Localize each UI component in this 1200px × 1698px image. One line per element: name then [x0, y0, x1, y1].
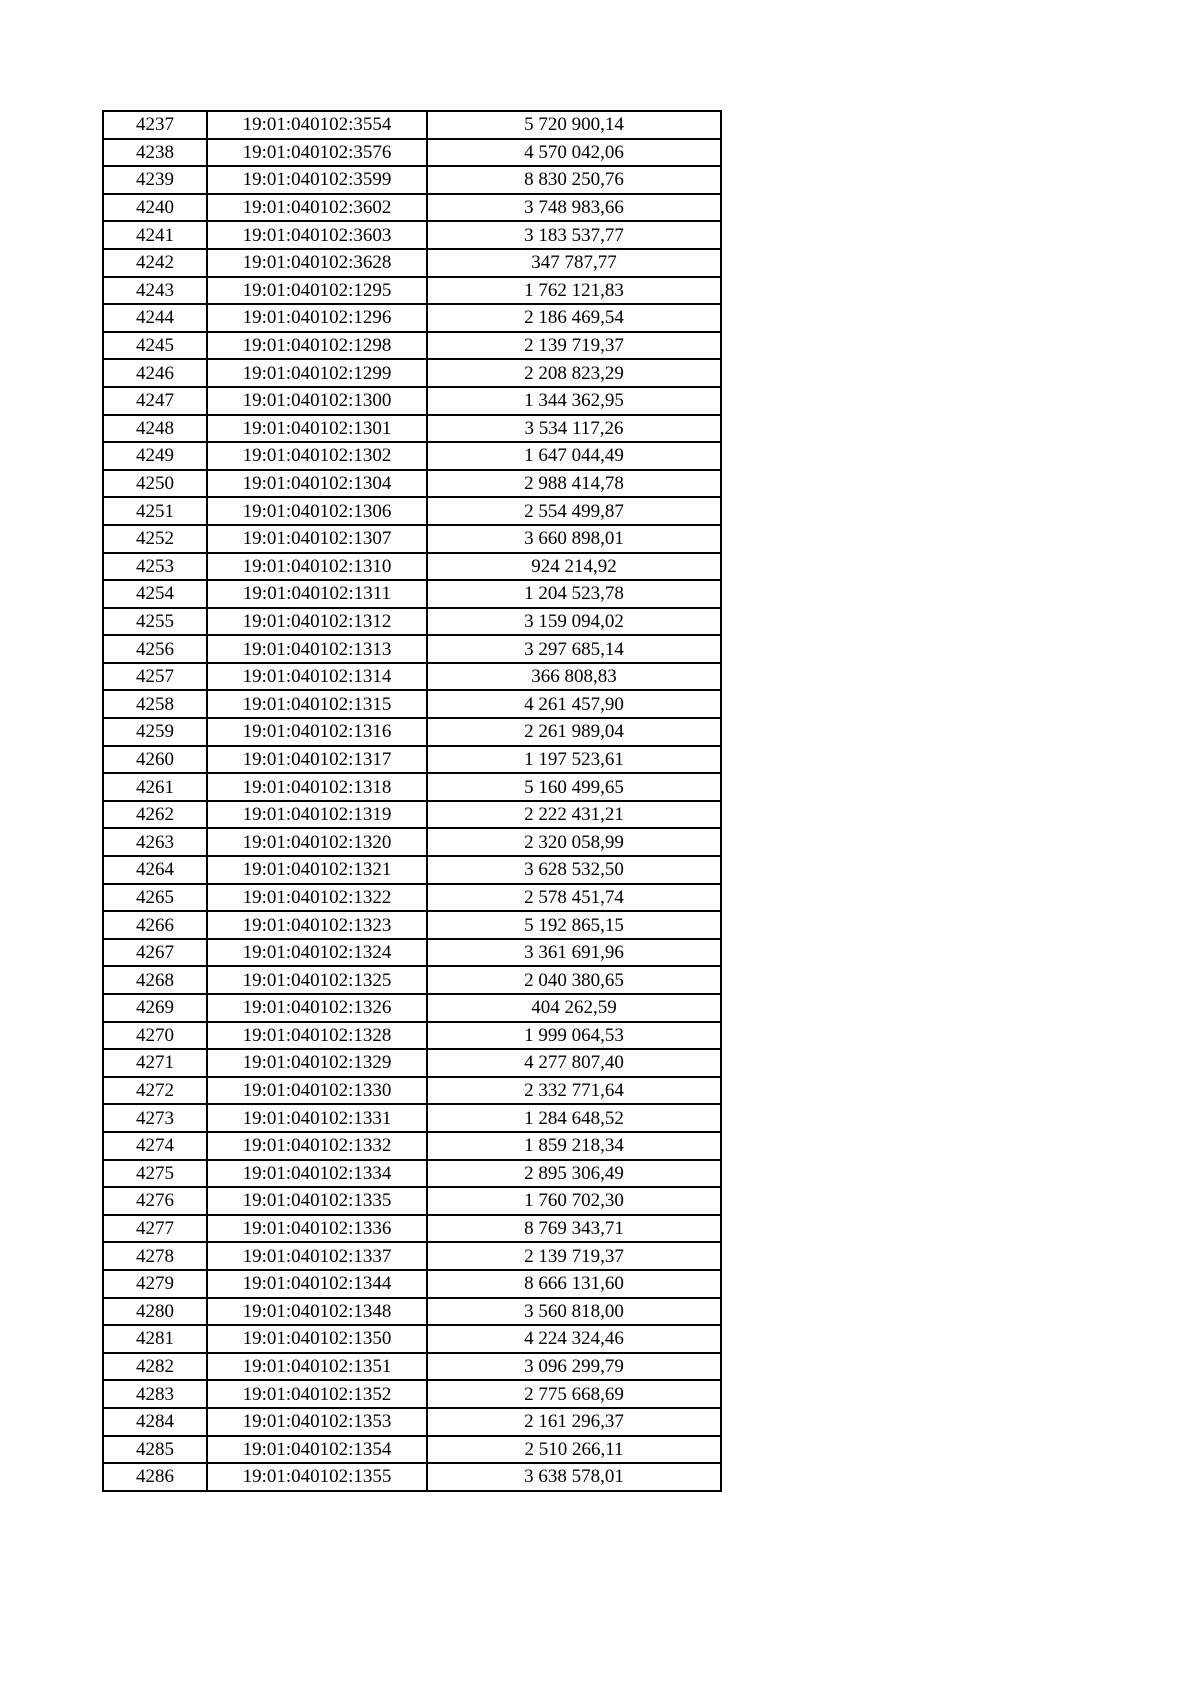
table-row [103, 277, 721, 305]
row-number-cell: 4246 [103, 359, 207, 387]
cadastral-number-cell: 19:01:040102:1295 [207, 277, 427, 305]
cadastral-number-cell: 19:01:040102:1335 [207, 1187, 427, 1215]
value-cell: 2 895 306,49 [427, 1160, 721, 1188]
table-row [103, 884, 721, 912]
cadastral-number-cell: 19:01:040102:3628 [207, 249, 427, 277]
value-cell: 2 988 414,78 [427, 470, 721, 498]
row-number-cell: 4244 [103, 304, 207, 332]
cadastral-number-cell: 19:01:040102:1337 [207, 1242, 427, 1270]
table-row [103, 1436, 721, 1464]
value-cell: 3 361 691,96 [427, 939, 721, 967]
table-row [103, 1160, 721, 1188]
row-number-cell: 4248 [103, 415, 207, 443]
value-cell: 2 578 451,74 [427, 884, 721, 912]
cadastral-number-cell: 19:01:040102:1312 [207, 608, 427, 636]
table-row [103, 1353, 721, 1381]
value-cell: 1 284 648,52 [427, 1104, 721, 1132]
table-row [103, 1380, 721, 1408]
value-cell: 1 999 064,53 [427, 1022, 721, 1050]
table-row [103, 966, 721, 994]
row-number-cell: 4251 [103, 497, 207, 525]
cadastral-number-cell: 19:01:040102:1331 [207, 1104, 427, 1132]
value-cell: 8 769 343,71 [427, 1215, 721, 1243]
value-cell: 8 666 131,60 [427, 1270, 721, 1298]
row-number-cell: 4258 [103, 690, 207, 718]
cadastral-number-cell: 19:01:040102:1320 [207, 828, 427, 856]
table-row [103, 194, 721, 222]
table-body [103, 111, 721, 1491]
cadastral-number-cell: 19:01:040102:1326 [207, 994, 427, 1022]
value-cell: 1 859 218,34 [427, 1132, 721, 1160]
row-number-cell: 4254 [103, 580, 207, 608]
cadastral-number-cell: 19:01:040102:1332 [207, 1132, 427, 1160]
row-number-cell: 4272 [103, 1077, 207, 1105]
cadastral-number-cell: 19:01:040102:1307 [207, 525, 427, 553]
value-cell: 347 787,77 [427, 249, 721, 277]
value-cell: 3 297 685,14 [427, 635, 721, 663]
row-number-cell: 4238 [103, 139, 207, 167]
row-number-cell: 4261 [103, 773, 207, 801]
table-row [103, 828, 721, 856]
table-row [103, 1270, 721, 1298]
table-row [103, 387, 721, 415]
table-row [103, 497, 721, 525]
table-row [103, 1408, 721, 1436]
value-cell: 4 224 324,46 [427, 1325, 721, 1353]
cadastral-number-cell: 19:01:040102:1328 [207, 1022, 427, 1050]
table-row [103, 994, 721, 1022]
value-cell: 2 554 499,87 [427, 497, 721, 525]
table-row [103, 580, 721, 608]
table-row [103, 1242, 721, 1270]
table-row [103, 332, 721, 360]
row-number-cell: 4249 [103, 442, 207, 470]
cadastral-number-cell: 19:01:040102:1352 [207, 1380, 427, 1408]
row-number-cell: 4280 [103, 1298, 207, 1326]
value-cell: 2 222 431,21 [427, 801, 721, 829]
table-row [103, 553, 721, 581]
table-row [103, 1049, 721, 1077]
row-number-cell: 4241 [103, 221, 207, 249]
value-cell: 4 570 042,06 [427, 139, 721, 167]
table-row [103, 1022, 721, 1050]
table-row [103, 856, 721, 884]
value-cell: 2 161 296,37 [427, 1408, 721, 1436]
table-row [103, 911, 721, 939]
cadastral-number-cell: 19:01:040102:1301 [207, 415, 427, 443]
cadastral-number-cell: 19:01:040102:1322 [207, 884, 427, 912]
cadastral-number-cell: 19:01:040102:1334 [207, 1160, 427, 1188]
cadastral-number-cell: 19:01:040102:1306 [207, 497, 427, 525]
cadastral-number-cell: 19:01:040102:1329 [207, 1049, 427, 1077]
row-number-cell: 4243 [103, 277, 207, 305]
cadastral-number-cell: 19:01:040102:1355 [207, 1463, 427, 1491]
cadastral-number-cell: 19:01:040102:1313 [207, 635, 427, 663]
row-number-cell: 4269 [103, 994, 207, 1022]
row-number-cell: 4268 [103, 966, 207, 994]
row-number-cell: 4260 [103, 746, 207, 774]
row-number-cell: 4252 [103, 525, 207, 553]
table-row [103, 635, 721, 663]
row-number-cell: 4274 [103, 1132, 207, 1160]
row-number-cell: 4262 [103, 801, 207, 829]
cadastral-number-cell: 19:01:040102:1321 [207, 856, 427, 884]
row-number-cell: 4256 [103, 635, 207, 663]
cadastral-number-cell: 19:01:040102:1302 [207, 442, 427, 470]
value-cell: 5 720 900,14 [427, 111, 721, 139]
table-row [103, 166, 721, 194]
table-row [103, 470, 721, 498]
value-cell: 1 647 044,49 [427, 442, 721, 470]
table-row [103, 746, 721, 774]
row-number-cell: 4263 [103, 828, 207, 856]
value-cell: 2 139 719,37 [427, 332, 721, 360]
row-number-cell: 4284 [103, 1408, 207, 1436]
cadastral-number-cell: 19:01:040102:1324 [207, 939, 427, 967]
row-number-cell: 4242 [103, 249, 207, 277]
cadastral-number-cell: 19:01:040102:3576 [207, 139, 427, 167]
row-number-cell: 4259 [103, 718, 207, 746]
value-cell: 2 040 380,65 [427, 966, 721, 994]
row-number-cell: 4283 [103, 1380, 207, 1408]
table-row [103, 1104, 721, 1132]
row-number-cell: 4264 [103, 856, 207, 884]
value-cell: 924 214,92 [427, 553, 721, 581]
table-row [103, 442, 721, 470]
cadastral-number-cell: 19:01:040102:1348 [207, 1298, 427, 1326]
value-cell: 5 192 865,15 [427, 911, 721, 939]
value-cell: 2 775 668,69 [427, 1380, 721, 1408]
row-number-cell: 4271 [103, 1049, 207, 1077]
value-cell: 3 628 532,50 [427, 856, 721, 884]
value-cell: 2 139 719,37 [427, 1242, 721, 1270]
value-cell: 8 830 250,76 [427, 166, 721, 194]
value-cell: 2 208 823,29 [427, 359, 721, 387]
row-number-cell: 4276 [103, 1187, 207, 1215]
row-number-cell: 4255 [103, 608, 207, 636]
table-row [103, 1132, 721, 1160]
value-cell: 4 277 807,40 [427, 1049, 721, 1077]
row-number-cell: 4267 [103, 939, 207, 967]
value-cell: 3 534 117,26 [427, 415, 721, 443]
cadastral-number-cell: 19:01:040102:1336 [207, 1215, 427, 1243]
cadastral-number-cell: 19:01:040102:1315 [207, 690, 427, 718]
row-number-cell: 4277 [103, 1215, 207, 1243]
table-row [103, 415, 721, 443]
value-cell: 5 160 499,65 [427, 773, 721, 801]
row-number-cell: 4237 [103, 111, 207, 139]
value-cell: 3 748 983,66 [427, 194, 721, 222]
value-cell: 2 332 771,64 [427, 1077, 721, 1105]
cadastral-value-table [102, 110, 722, 1492]
cadastral-number-cell: 19:01:040102:3602 [207, 194, 427, 222]
cadastral-number-cell: 19:01:040102:1317 [207, 746, 427, 774]
value-cell: 3 560 818,00 [427, 1298, 721, 1326]
cadastral-number-cell: 19:01:040102:1318 [207, 773, 427, 801]
row-number-cell: 4266 [103, 911, 207, 939]
row-number-cell: 4257 [103, 663, 207, 691]
cadastral-number-cell: 19:01:040102:1353 [207, 1408, 427, 1436]
value-cell: 3 096 299,79 [427, 1353, 721, 1381]
value-cell: 2 320 058,99 [427, 828, 721, 856]
row-number-cell: 4273 [103, 1104, 207, 1132]
table-row [103, 773, 721, 801]
cadastral-number-cell: 19:01:040102:1350 [207, 1325, 427, 1353]
row-number-cell: 4279 [103, 1270, 207, 1298]
value-cell: 3 638 578,01 [427, 1463, 721, 1491]
value-cell: 1 762 121,83 [427, 277, 721, 305]
value-cell: 1 197 523,61 [427, 746, 721, 774]
cadastral-number-cell: 19:01:040102:1311 [207, 580, 427, 608]
table-row [103, 718, 721, 746]
value-cell: 2 261 989,04 [427, 718, 721, 746]
row-number-cell: 4247 [103, 387, 207, 415]
cadastral-number-cell: 19:01:040102:1300 [207, 387, 427, 415]
row-number-cell: 4239 [103, 166, 207, 194]
table-row [103, 111, 721, 139]
cadastral-number-cell: 19:01:040102:1354 [207, 1436, 427, 1464]
table-row [103, 1215, 721, 1243]
row-number-cell: 4278 [103, 1242, 207, 1270]
cadastral-number-cell: 19:01:040102:3603 [207, 221, 427, 249]
cadastral-number-cell: 19:01:040102:1314 [207, 663, 427, 691]
value-cell: 404 262,59 [427, 994, 721, 1022]
cadastral-number-cell: 19:01:040102:1310 [207, 553, 427, 581]
row-number-cell: 4245 [103, 332, 207, 360]
value-cell: 3 183 537,77 [427, 221, 721, 249]
cadastral-number-cell: 19:01:040102:1323 [207, 911, 427, 939]
row-number-cell: 4265 [103, 884, 207, 912]
cadastral-number-cell: 19:01:040102:1316 [207, 718, 427, 746]
cadastral-number-cell: 19:01:040102:3599 [207, 166, 427, 194]
row-number-cell: 4250 [103, 470, 207, 498]
table-row [103, 304, 721, 332]
value-cell: 2 186 469,54 [427, 304, 721, 332]
value-cell: 1 204 523,78 [427, 580, 721, 608]
row-number-cell: 4253 [103, 553, 207, 581]
row-number-cell: 4286 [103, 1463, 207, 1491]
row-number-cell: 4275 [103, 1160, 207, 1188]
table-row [103, 1187, 721, 1215]
value-cell: 3 159 094,02 [427, 608, 721, 636]
value-cell: 4 261 457,90 [427, 690, 721, 718]
table-row [103, 690, 721, 718]
value-cell: 366 808,83 [427, 663, 721, 691]
table-row [103, 525, 721, 553]
cadastral-number-cell: 19:01:040102:1296 [207, 304, 427, 332]
row-number-cell: 4281 [103, 1325, 207, 1353]
row-number-cell: 4282 [103, 1353, 207, 1381]
cadastral-number-cell: 19:01:040102:1344 [207, 1270, 427, 1298]
table-row [103, 359, 721, 387]
value-cell: 3 660 898,01 [427, 525, 721, 553]
cadastral-number-cell: 19:01:040102:1330 [207, 1077, 427, 1105]
table-row [103, 1298, 721, 1326]
table-row [103, 801, 721, 829]
table-row [103, 608, 721, 636]
table-row [103, 221, 721, 249]
table-row [103, 1463, 721, 1491]
value-cell: 2 510 266,11 [427, 1436, 721, 1464]
row-number-cell: 4285 [103, 1436, 207, 1464]
table-row [103, 139, 721, 167]
cadastral-number-cell: 19:01:040102:1325 [207, 966, 427, 994]
cadastral-number-cell: 19:01:040102:1304 [207, 470, 427, 498]
cadastral-number-cell: 19:01:040102:1351 [207, 1353, 427, 1381]
cadastral-number-cell: 19:01:040102:1319 [207, 801, 427, 829]
value-cell: 1 760 702,30 [427, 1187, 721, 1215]
value-cell: 1 344 362,95 [427, 387, 721, 415]
cadastral-number-cell: 19:01:040102:3554 [207, 111, 427, 139]
table-row [103, 1325, 721, 1353]
cadastral-number-cell: 19:01:040102:1299 [207, 359, 427, 387]
table-row [103, 939, 721, 967]
cadastral-number-cell: 19:01:040102:1298 [207, 332, 427, 360]
table-row [103, 249, 721, 277]
table-row [103, 1077, 721, 1105]
table-row [103, 663, 721, 691]
row-number-cell: 4270 [103, 1022, 207, 1050]
row-number-cell: 4240 [103, 194, 207, 222]
